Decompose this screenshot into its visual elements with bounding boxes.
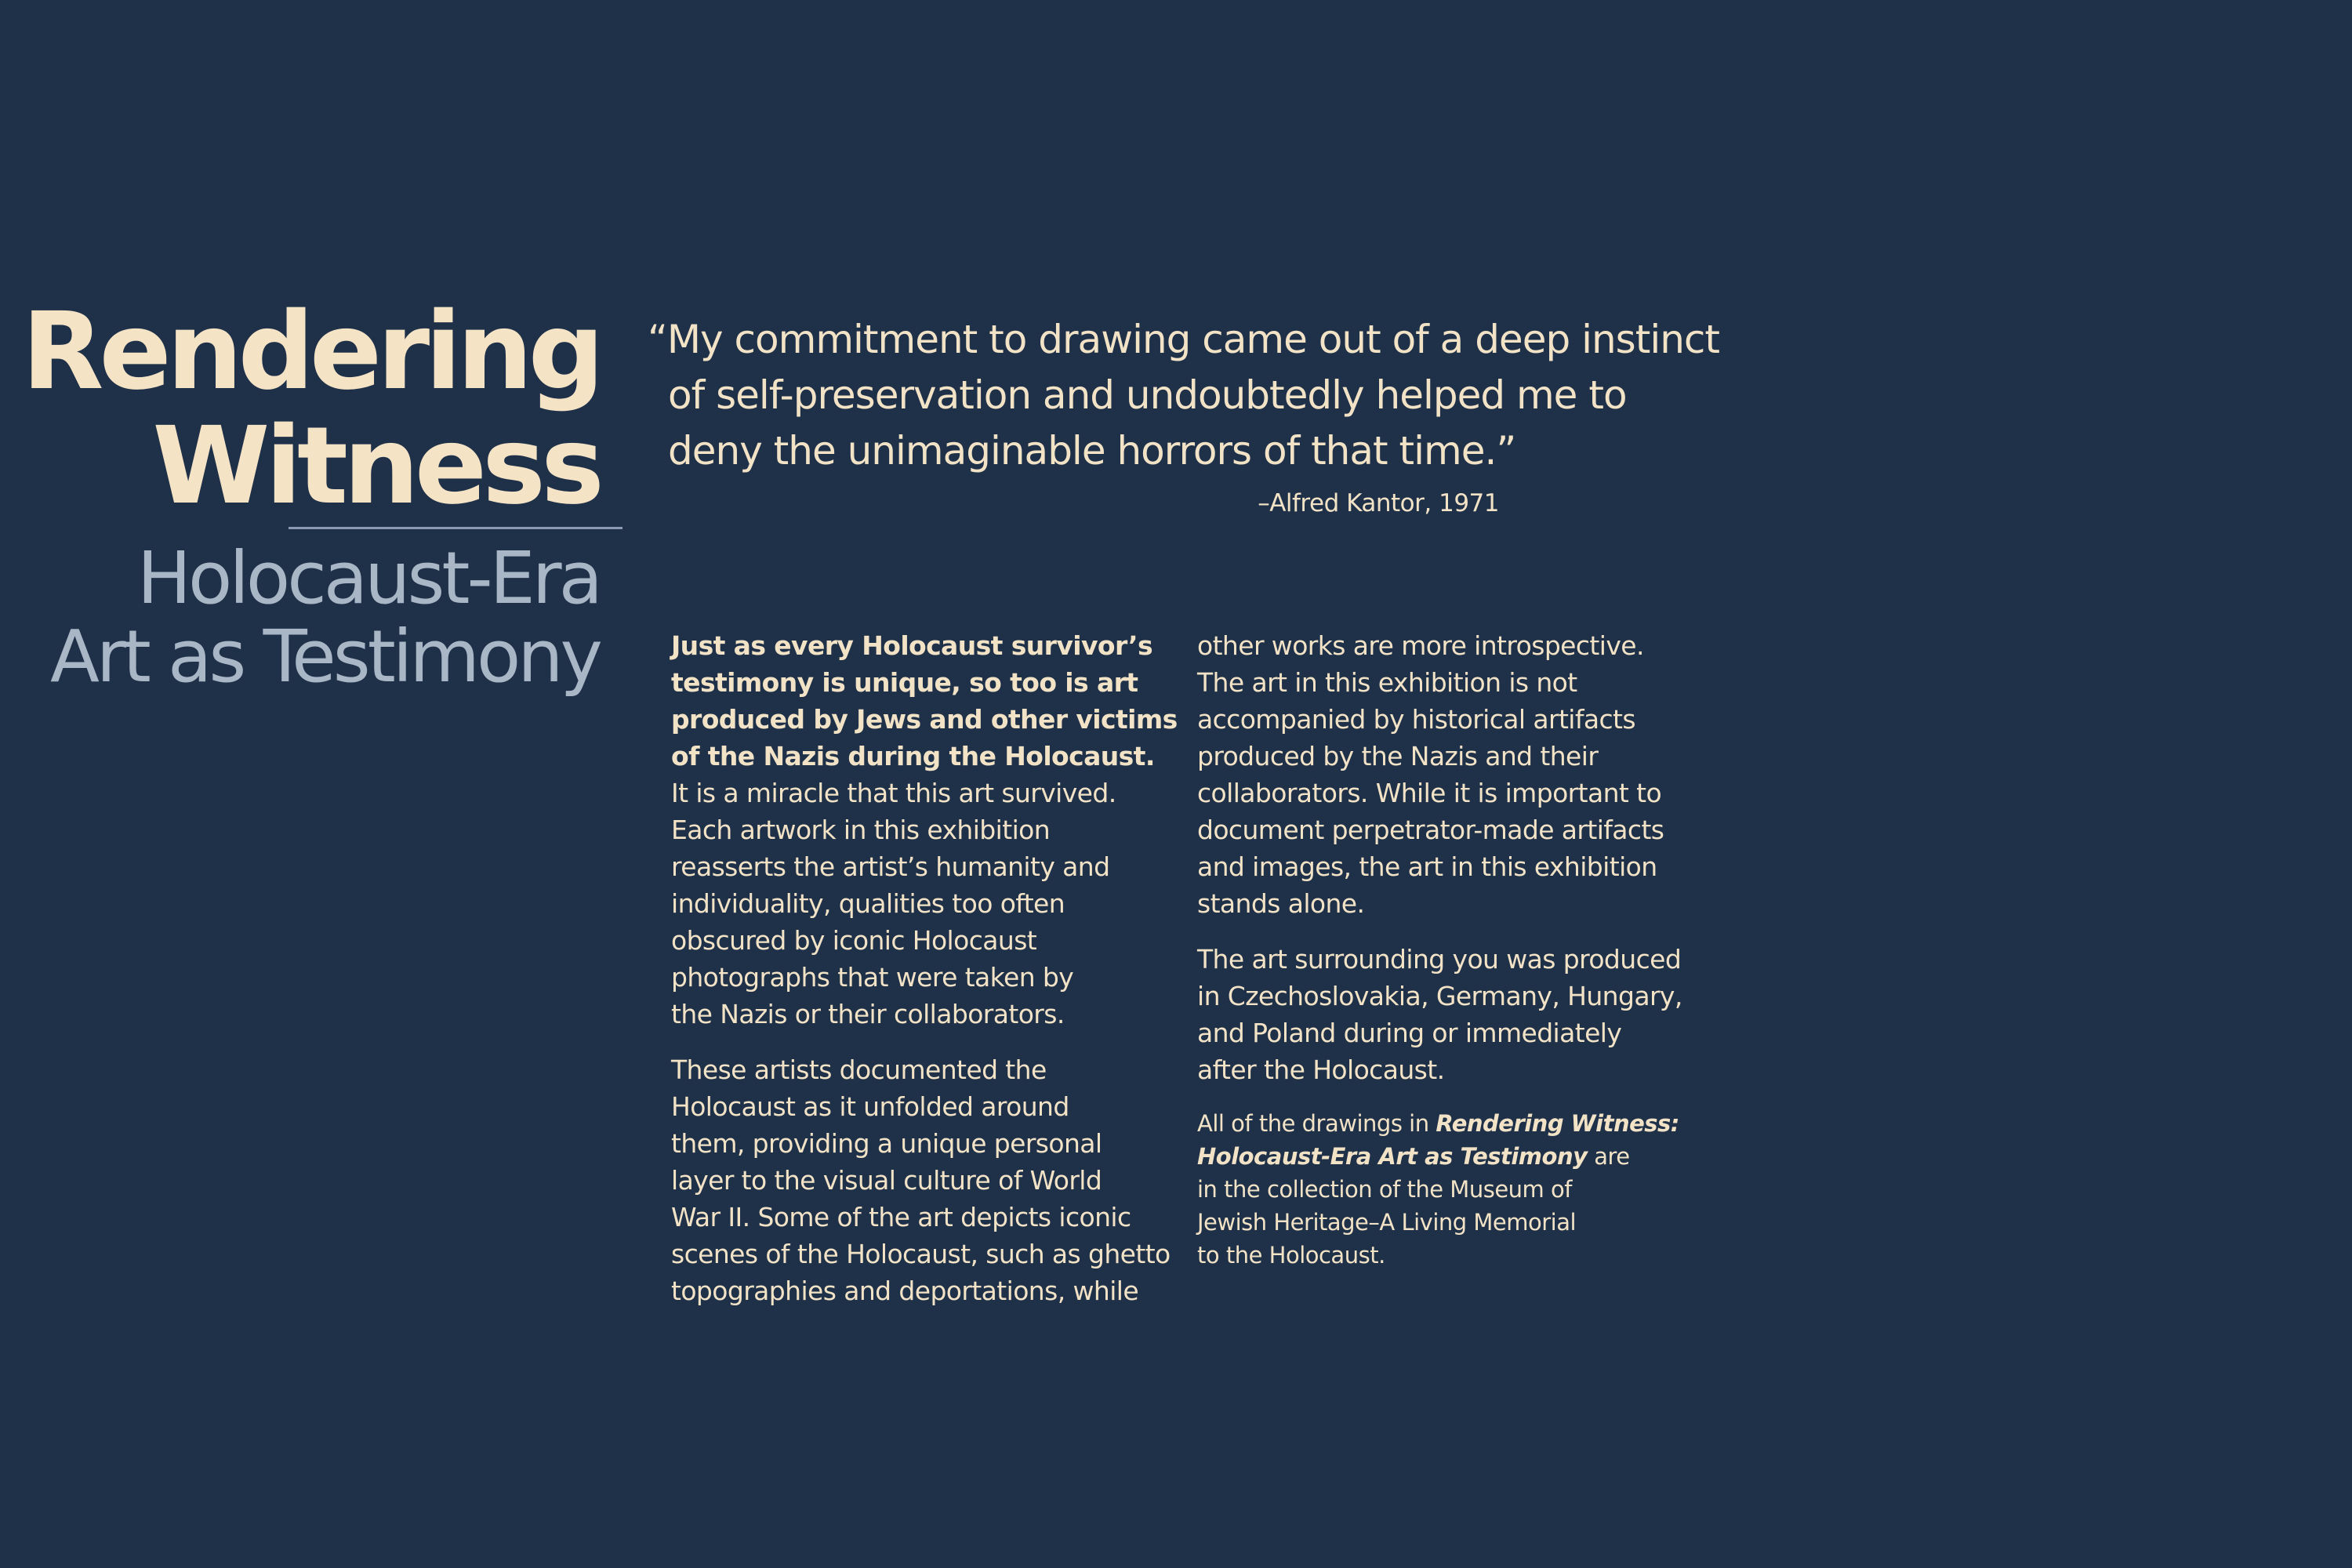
credit-line bbox=[1197, 1140, 1715, 1173]
credit-line: to the Holocaust. bbox=[1197, 1242, 1385, 1269]
credit-line bbox=[1197, 1107, 1715, 1140]
body-text-line: photographs that were taken by bbox=[671, 962, 1074, 993]
lead-text-line: testimony is unique, so too is art bbox=[671, 667, 1138, 698]
lead-text-line: Just as every Holocaust survivor’s bbox=[671, 630, 1152, 661]
body-text-line: in Czechoslovakia, Germany, Hungary, bbox=[1197, 981, 1682, 1011]
body-text-line: War II. Some of the art depicts iconic bbox=[671, 1202, 1131, 1232]
body-text-line: The art surrounding you was produced bbox=[1197, 944, 1682, 975]
body-text-line: scenes of the Holocaust, such as ghetto bbox=[671, 1239, 1171, 1269]
credit-exhibition-subtitle: Holocaust-Era Art as Testimony bbox=[1197, 1143, 1588, 1170]
subtitle-line-2: Art as Testimony bbox=[49, 615, 600, 699]
body-text-line: them, providing a unique personal bbox=[671, 1128, 1102, 1159]
body-text-line: collaborators. While it is important to bbox=[1197, 778, 1662, 808]
credit-text: All of the drawings in bbox=[1197, 1110, 1436, 1137]
quote-line: “My commitment to drawing came out of a deep instinct bbox=[648, 317, 1719, 362]
lead-text-line: produced by Jews and other victims bbox=[671, 704, 1178, 735]
body-text-line: produced by the Nazis and their bbox=[1197, 741, 1599, 771]
lead-text-line: of the Nazis during the Holocaust. bbox=[671, 741, 1155, 771]
quote-line: deny the unimaginable horrors of that time.” bbox=[668, 428, 1516, 474]
body-text-line: Holocaust as it unfolded around bbox=[671, 1091, 1069, 1122]
body-text-line: accompanied by historical artifacts bbox=[1197, 704, 1635, 735]
credit-line: in the collection of the Museum of bbox=[1197, 1176, 1572, 1203]
body-text-line: the Nazis or their collaborators. bbox=[671, 999, 1065, 1029]
quote-attribution: –Alfred Kantor, 1971 bbox=[1258, 489, 1499, 517]
paragraph-gap bbox=[1197, 1088, 1715, 1107]
title-line-2: Witness bbox=[152, 405, 600, 528]
body-text-line: document perpetrator-made artifacts bbox=[1197, 815, 1664, 845]
credit-text: are bbox=[1587, 1143, 1630, 1170]
quote-line: of self-preservation and undoubtedly helped me to bbox=[668, 372, 1627, 418]
body-column-right bbox=[1197, 627, 1715, 1272]
body-text-line: stands alone. bbox=[1197, 888, 1365, 919]
paragraph-gap bbox=[1197, 922, 1715, 941]
body-text-line: individuality, qualities too often bbox=[671, 888, 1065, 919]
credit-exhibition-title: Rendering Witness: bbox=[1436, 1110, 1679, 1137]
body-text-line: reasserts the artist’s humanity and bbox=[671, 851, 1110, 882]
paragraph-gap bbox=[671, 1033, 1173, 1051]
credit-line: Jewish Heritage–A Living Memorial bbox=[1197, 1209, 1577, 1236]
body-text-line: after the Holocaust. bbox=[1197, 1054, 1445, 1085]
body-text-line: The art in this exhibition is not bbox=[1197, 667, 1577, 698]
subtitle-line-1: Holocaust-Era bbox=[136, 536, 600, 620]
body-text-line: topographies and deportations, while bbox=[671, 1276, 1139, 1306]
body-text-line: It is a miracle that this art survived. bbox=[671, 778, 1116, 808]
body-column-left bbox=[671, 627, 1178, 1309]
title-line-1: Rendering bbox=[21, 290, 600, 414]
body-text-line: obscured by iconic Holocaust bbox=[671, 925, 1037, 956]
body-text-line: Each artwork in this exhibition bbox=[671, 815, 1051, 845]
body-text-line: other works are more introspective. bbox=[1197, 630, 1644, 661]
title-divider bbox=[289, 527, 622, 529]
body-text-line: These artists documented the bbox=[671, 1054, 1047, 1085]
quote-block bbox=[648, 312, 1745, 479]
body-text-line: and images, the art in this exhibition bbox=[1197, 851, 1657, 882]
body-text-line: layer to the visual culture of World bbox=[671, 1165, 1102, 1196]
body-text-line: and Poland during or immediately bbox=[1197, 1018, 1622, 1048]
